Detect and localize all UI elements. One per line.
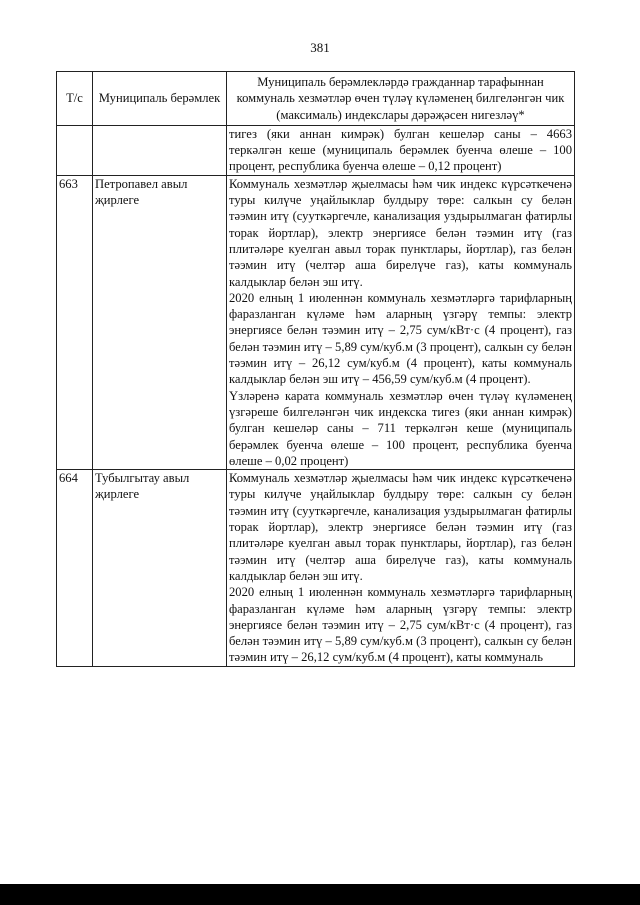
- row-number: [57, 125, 93, 175]
- row-number: 663: [57, 175, 93, 469]
- row-description: [227, 175, 575, 469]
- description-paragraph: 2020 елның 1 июленнән коммуналь хезмәтләргә тарифларның фаразланган күләме һәм аларның үзгәрү темпы: электр энергиясе белән тәэмин итү – 2,75 сум/кВт·с (4 процент), газ белән тәэмин итү – 5,89 сум/куб.м (3 процент), салкын су белән тәэмин итү – 26,12 сум/куб.м (4 процент), каты коммуналь: [229, 585, 572, 665]
- row-municipality: [93, 125, 227, 175]
- row-number: 664: [57, 470, 93, 667]
- header-municipality: Муниципаль берәмлек: [93, 72, 227, 126]
- page-number: 381: [310, 40, 330, 55]
- description-paragraph: Коммуналь хезмәтләр җыелмасы һәм чик индекс күрсәткеченә туры килүче уңайлыклар булдыру төре: салкын су белән тәэмин итү (сууткәргечле, канализация уздырылмаган фатирлы торак йортлар), электр энергиясе белән тәэмин итү (газ плитәләре куелган авыл торак пунктлары, йортлар), газ белән тәэмин итү (челтәр аша бирелүче газ), каты коммуналь калдыклар белән эш итү.: [229, 176, 572, 289]
- row-description: [227, 470, 575, 667]
- description-paragraph: 2020 елның 1 июленнән коммуналь хезмәтләргә тарифларның фаразланган күләме һәм аларның үзгәрү темпы: электр энергиясе белән тәэмин итү – 2,75 сум/кВт·с (4 процент), газ белән тәэмин итү – 5,89 сум/куб.м (3 процент), салкын су белән тәэмин итү – 26,12 сум/куб.м (4 процент), каты коммуналь калдыклар белән эш итү – 456,59 сум/куб.м (4 процент).: [229, 290, 572, 387]
- table-header-row: [57, 72, 575, 126]
- row-municipality: Тубылгытау авыл җирлеге: [93, 470, 227, 667]
- row-municipality: Петропавел авыл җирлеге: [93, 175, 227, 469]
- tariff-table: [56, 71, 575, 667]
- scan-edge-shadow: [0, 884, 640, 905]
- table-row: [57, 125, 575, 175]
- description-paragraph: Коммуналь хезмәтләр җыелмасы һәм чик индекс күрсәткеченә туры килүче уңайлыклар булдыру төре: салкын су белән тәэмин итү (сууткәргечле, канализация уздырылмаган фатирлы торак йортлар), электр энергиясе белән тәэмин итү (газ плитәләре куелган авыл торак пунктлары, йортлар), газ белән тәэмин итү (челтәр аша бирелүче газ), каты коммуналь калдыклар белән эш итү.: [229, 471, 572, 583]
- table-row: [57, 470, 575, 667]
- description-paragraph: Үзләренә карата коммуналь хезмәтләр өчен түләү күләменең үзгәреше билгеләнгән чик индекска тигез (яки аннан кимрәк) булган кешеләр саны – 711 теркәлгән кеше (муниципаль берәмлек буенча өлеше – 100 процент, республика буенча өлеше – 0,02 процент): [229, 388, 572, 468]
- row-description: [227, 125, 575, 175]
- description-paragraph: тигез (яки аннан кимрәк) булган кешеләр саны – 4663 теркәлгән кеше (муниципаль берәмлек буенча өлеше – 100 процент, республика буенча өлеше – 0,12 процент): [229, 126, 572, 174]
- header-description: Муниципаль берәмлекләрдә гражданнар тарафыннан коммуналь хезмәтләр өчен түләү күләменең билгеләнгән чик (максималь) индекслары дәрәҗәсен нигезләү*: [227, 72, 575, 126]
- header-number: Т/с: [57, 72, 93, 126]
- table-row: [57, 175, 575, 469]
